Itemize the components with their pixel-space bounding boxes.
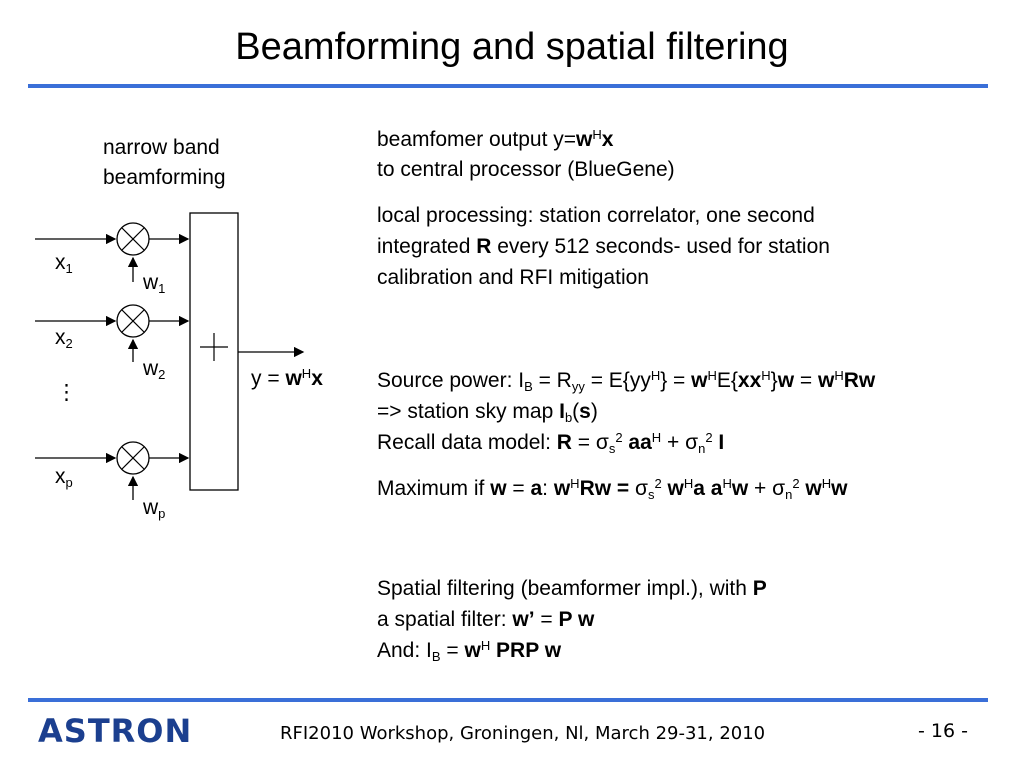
label-w1: $w_1$ (143, 271, 166, 296)
multiplier-2 (117, 305, 149, 337)
label-w2: $w_2$ (143, 357, 166, 382)
local-processing-line1: local processing: station correlator, one second (377, 204, 815, 227)
spatial-filtering-line2: a spatial filter: w’ = P w (377, 608, 595, 631)
spatial-filtering-line3: And: $I_B = w^H$ PRP w (377, 638, 562, 664)
label-x2: $x_2$ (55, 326, 73, 351)
label-wp: $w_p$ (143, 496, 166, 521)
slide-title: Beamforming and spatial filtering (235, 26, 789, 68)
footer-text: RFI2010 Workshop, Groningen, Nl, March 29-31, 2010 (280, 723, 766, 744)
multiplier-1 (117, 223, 149, 255)
spatial-filtering-line1: Spatial filtering (beamformer impl.), with P (377, 577, 767, 600)
local-processing-line2: integrated R every 512 seconds- used for station (377, 235, 830, 258)
diagram-caption-line1: narrow band (103, 136, 220, 159)
multiplier-p (117, 442, 149, 474)
source-power-equation: Source power: $I_B = R_{yy} = E\{yy^H\} = w^HE\{xx^H\}w = w^HRw$ (377, 368, 876, 394)
label-output: $y = w^Hx$ (251, 366, 323, 390)
local-processing-line3: calibration and RFI mitigation (377, 266, 649, 289)
central-processor-line: to central processor (BlueGene) (377, 158, 675, 181)
page-number: - 16 - (918, 720, 968, 742)
sky-map-line: => station sky map $I_b(s)$ (377, 400, 598, 425)
beamformer-output-line: beamfomer output $y=w^Hx$ (377, 127, 614, 151)
maximum-line: Maximum if w = a: $w^HRw = \sigma_s^2$ $w^Ha$ $a^Hw + \sigma_n^2$ $w^Hw$ (377, 476, 848, 502)
bottom-rule (28, 698, 988, 702)
astron-logo: ASTRON (38, 712, 193, 750)
diagram-caption-line2: beamforming (103, 166, 226, 189)
label-x1: $x_1$ (55, 251, 73, 276)
label-dots: ⋮ (56, 381, 77, 404)
data-model-line: Recall data model: $R = \sigma_s^2$ $aa^H + \sigma_n^2$ I (377, 430, 725, 456)
beamforming-diagram (0, 0, 360, 540)
label-xp: $x_p$ (55, 465, 73, 490)
